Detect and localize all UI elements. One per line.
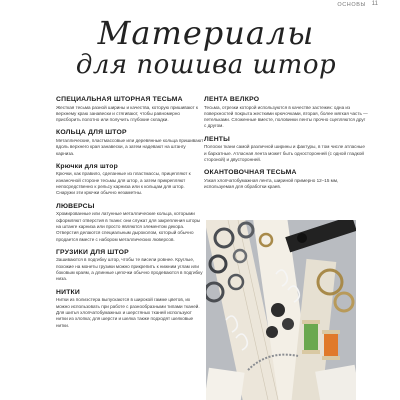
section-curtain-hooks [56, 163, 204, 197]
section-text: Полоски ткани самой различной ширины и фактуры, в том числе атласные и бархатные. Атласная лента может быть односторонней (с одной гладкой стороной) и двусторонней. [204, 144, 365, 162]
section-heading: КОЛЬЦА ДЛЯ ШТОР [56, 129, 127, 137]
page-title-line2: для пошива штор [75, 50, 337, 80]
section-heading: ЛЕНТА ВЕЛКРО [204, 96, 260, 103]
section-heading: Крючки для штор [56, 162, 118, 170]
section-ribbons [204, 136, 368, 163]
section-heading: ЛЮВЕРСЫ [56, 202, 95, 210]
section-heading: ОКАНТОВОЧНАЯ ТЕСЬМА [204, 169, 297, 177]
section-text: Жесткая тесьма разной ширины и качества, которую пришивают к верхнему краю занавески и стягивают, чтобы равномерно присборить полотно или получить глубокие складки. [56, 104, 198, 123]
section-curtain-tape [56, 96, 204, 123]
section-text: Крючки, как правило, сделанные из пластмассы, прицепляют к изнаночной стороне тесьмы для штор, а затем прикрепляют непосредственно к рельсу карниза или к кольцам для штор. Снаружи эти крючки обычно незаметны. [56, 171, 191, 196]
page-title-line1: Материалы [97, 14, 315, 52]
left-column [56, 96, 204, 335]
section-text: Нитки из полиэстера выпускаются в широкой гамме цветов, их можно использовать при работе с разнообразными типами тканей. Для шитья хлопчатобумажных и шерстяных тканей используют нитки из хлопка; для шерсти и шелка также подходят шелковые нитки. [56, 297, 200, 328]
right-column [204, 96, 368, 196]
running-head: ОСНОВЫ [337, 2, 366, 8]
page-number: 11 [371, 1, 378, 7]
section-heading: ЛЕНТЫ [204, 135, 231, 143]
section-threads [56, 289, 204, 329]
section-heading: НИТКИ [56, 288, 80, 296]
section-curtain-rings [56, 129, 204, 156]
section-eyelets [56, 203, 204, 243]
section-bias-binding [204, 169, 368, 190]
section-text: Узкая хлопчатобумажная лента, шириной примерно 12–15 мм, используемая для обработки краев. [204, 177, 339, 190]
section-velcro [204, 96, 368, 130]
section-text: Металлические, пластмассовые или деревянные кольца пришивают вдоль верхнего края занавески, а затем надевают на штангу карниза. [56, 137, 204, 156]
section-curtain-weights [56, 249, 204, 283]
section-heading: ГРУЗИКИ ДЛЯ ШТОР [56, 248, 129, 256]
sewing-supplies-photo [206, 220, 356, 400]
sewing-supplies-illustration [206, 220, 356, 400]
section-heading: СПЕЦИАЛЬНАЯ ШТОРНАЯ ТЕСЬМА [56, 96, 183, 103]
section-text: Тесьма, отрезки которой используются в качестве застежек: одна из поверхностей покрыта жесткими крючочками, вторая, более мягкая часть — петельками. Сложенные вместе, половинки ленты прочно сцепляются друг с другом. [204, 104, 368, 129]
section-text: Хромированные или латунные металлические кольца, которыми оформляют отверстия в ткани: они служат для закрепления шторы на штанге карниза или просто являются элементом декора. Отверстия делаются специальным дыроколом, который обычно продается вместе с набором металлических люверсов. [56, 211, 201, 242]
section-text: Зашиваются в подгибку штор, чтобы те висели ровнее. Круглые, похожие на монеты грузики можно прикрепить к нижним углам или боковым краям, а длинные цепочки обычно продеваются в подгибку низа. [56, 257, 203, 282]
